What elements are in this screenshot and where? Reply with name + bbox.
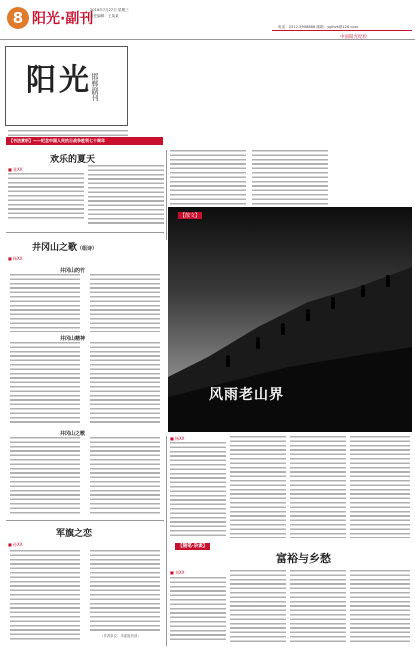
mountain-body-col2: [230, 436, 286, 538]
poem-subhead-2: 井冈山精神: [60, 336, 86, 342]
poem-1-left: [10, 274, 80, 332]
summer-article-title: 欢乐的夏天: [50, 155, 96, 165]
section-title: 阳光·副刊: [32, 11, 94, 27]
column-divider: [166, 150, 167, 240]
brand-name: 中国阳光纪检: [340, 35, 367, 40]
page-number: 8: [7, 7, 29, 29]
jinggangshan-title-main: 井冈山之歌: [32, 243, 78, 253]
masthead-subtitle: 邯郸副刊: [91, 73, 99, 101]
top-right-body-col2: [252, 150, 328, 205]
mountain-body-col3: [290, 436, 346, 538]
wealth-body-col3: [290, 570, 346, 644]
poem-3-right: [90, 437, 160, 515]
wealth-article-byline: ■ 刘XX: [170, 570, 185, 575]
wealth-body-col1: [170, 577, 226, 643]
army-article-byline: ■ 孙XX: [8, 542, 23, 547]
essay-tag: 【散文】: [180, 213, 201, 219]
calligraphy-banner: 【书法赏析】——纪念中国人民抗日战争胜利七十周年: [6, 137, 163, 145]
column-divider-2: [166, 436, 167, 646]
top-right-body-col1: [170, 150, 246, 205]
masthead: [5, 46, 128, 126]
mountain-body-col1: [170, 442, 226, 538]
army-poem-right: [90, 550, 160, 632]
army-article-footer: （作者单位：市委组织部）: [100, 634, 141, 638]
jinggangshan-byline: ■ 杨XX: [8, 256, 23, 261]
mountain-article-title: 风雨老山界: [209, 387, 284, 403]
army-article-title: 军旗之恋: [56, 529, 93, 539]
jinggangshan-title-note: （组诗）: [77, 246, 98, 252]
wealth-article-title: 富裕与乡愁: [276, 552, 331, 565]
poem-subhead-3: 井冈山之歌: [60, 431, 86, 437]
date-line: 2016年7月27日 星期三: [90, 8, 129, 12]
summer-article-body-col2: [88, 165, 164, 225]
army-poem-left: [10, 550, 80, 640]
wealth-body-col4: [350, 570, 410, 644]
poem-2-right: [90, 342, 160, 424]
summer-article-byline: ■ 张XX: [8, 167, 23, 172]
jinggangshan-title: [32, 240, 97, 253]
poem-3-left: [10, 437, 80, 515]
mountain-article-byline: ■ 杨XX: [170, 436, 185, 441]
mountain-silhouette: [168, 207, 412, 432]
summer-article-body-col1: [8, 173, 84, 221]
section-rule-2: [6, 520, 164, 521]
section-rule: [6, 232, 164, 233]
masthead-title: 阳光: [26, 63, 92, 98]
contact-line: 电话：0312-5908888 邮箱：yglhzk@126.com: [278, 25, 359, 29]
header-red-rule: [272, 30, 412, 31]
poem-subhead-1: 井冈山的竹: [60, 268, 86, 274]
edition-line: 责任编辑：王某某: [90, 14, 119, 18]
poem-1-right: [90, 274, 160, 332]
mountain-photo: [168, 207, 412, 432]
poem-2-left: [10, 342, 80, 424]
wealth-body-col2: [230, 570, 286, 644]
mountain-body-col4: [350, 436, 410, 538]
intro-text-block: [8, 130, 128, 136]
essay-tag-2: 【随笔·杂谈】: [175, 543, 210, 550]
